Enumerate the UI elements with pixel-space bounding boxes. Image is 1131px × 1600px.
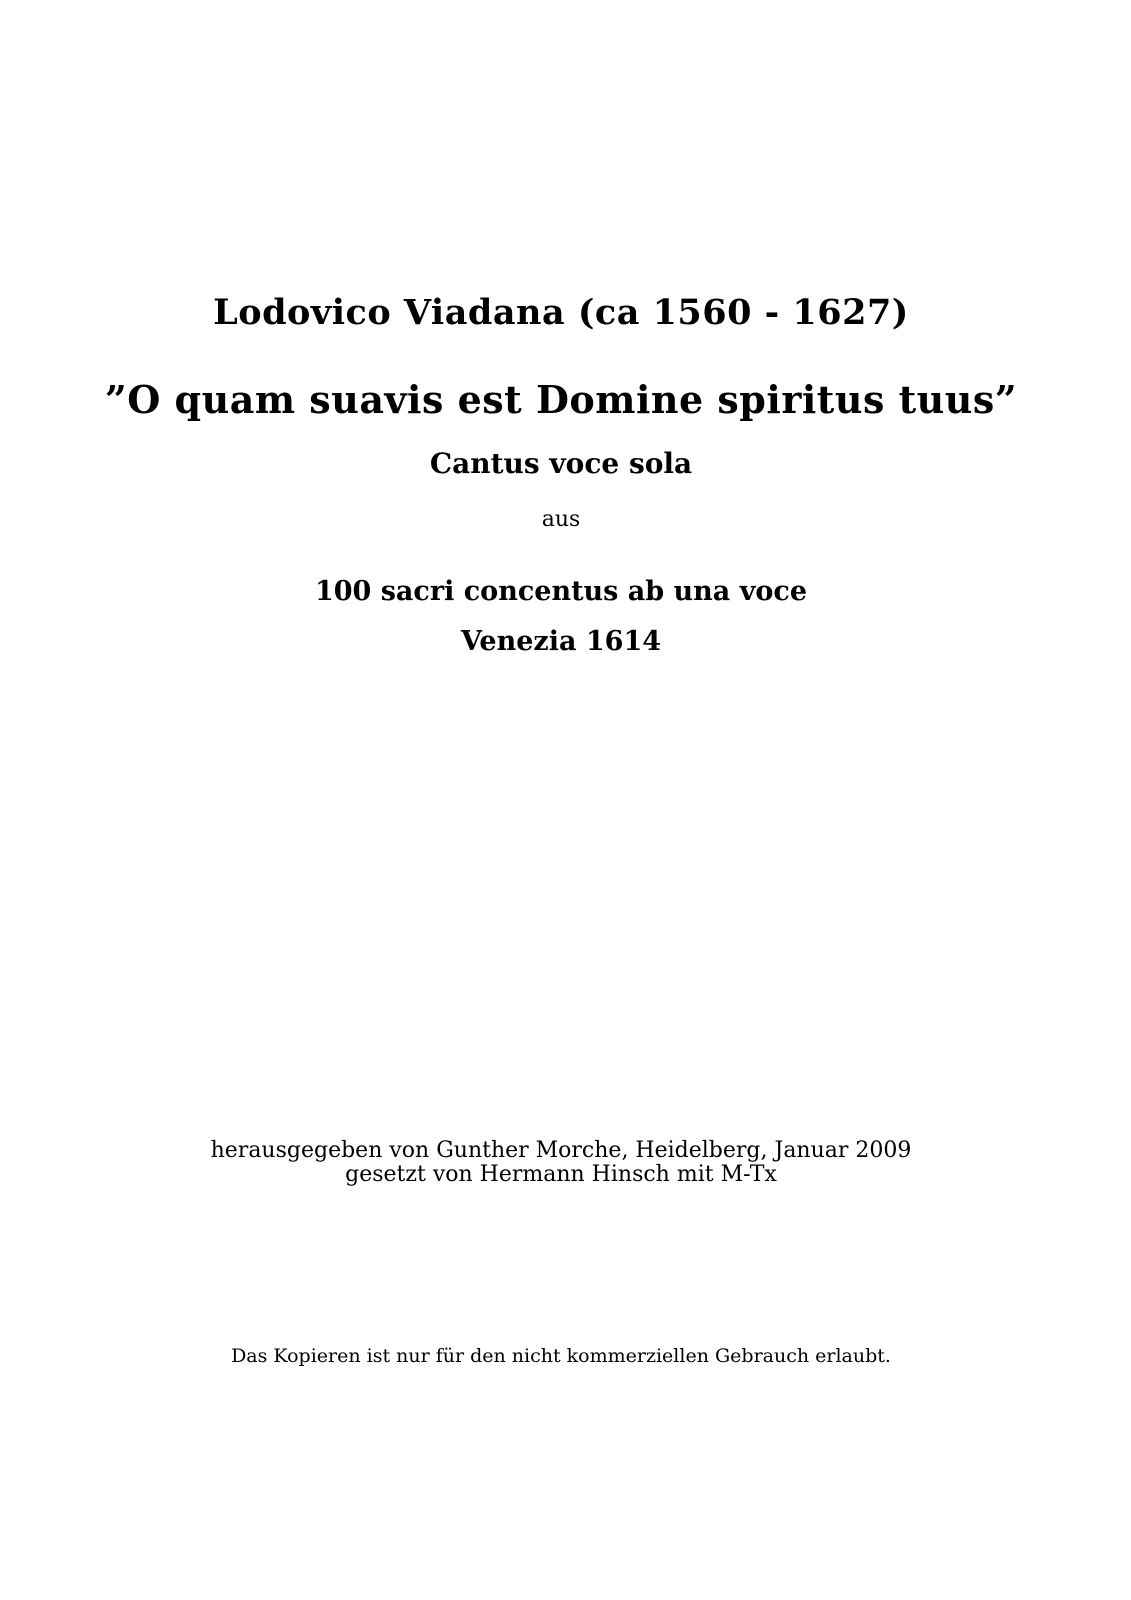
composer-line: Lodovico Viadana (ca 1560 - 1627)	[213, 292, 909, 333]
typesetter-credit: gesetzt von Hermann Hinsch mit M-Tx	[345, 1162, 777, 1187]
license-note: Das Kopieren ist nur für den nicht kommerziellen Gebrauch erlaubt.	[231, 1345, 891, 1367]
imprint-line: Venezia 1614	[460, 626, 662, 657]
work-title: ”O quam suavis est Domine spiritus tuus”	[104, 377, 1018, 422]
from-connector: aus	[541, 507, 581, 532]
credits-block	[0, 1139, 1122, 1187]
collection-title: 100 sacri concentus ab una voce	[314, 576, 808, 607]
editor-credit: herausgegeben von Gunther Morche, Heidelberg, Januar 2009	[210, 1138, 912, 1163]
voice-part-line: Cantus voce sola	[429, 447, 693, 480]
